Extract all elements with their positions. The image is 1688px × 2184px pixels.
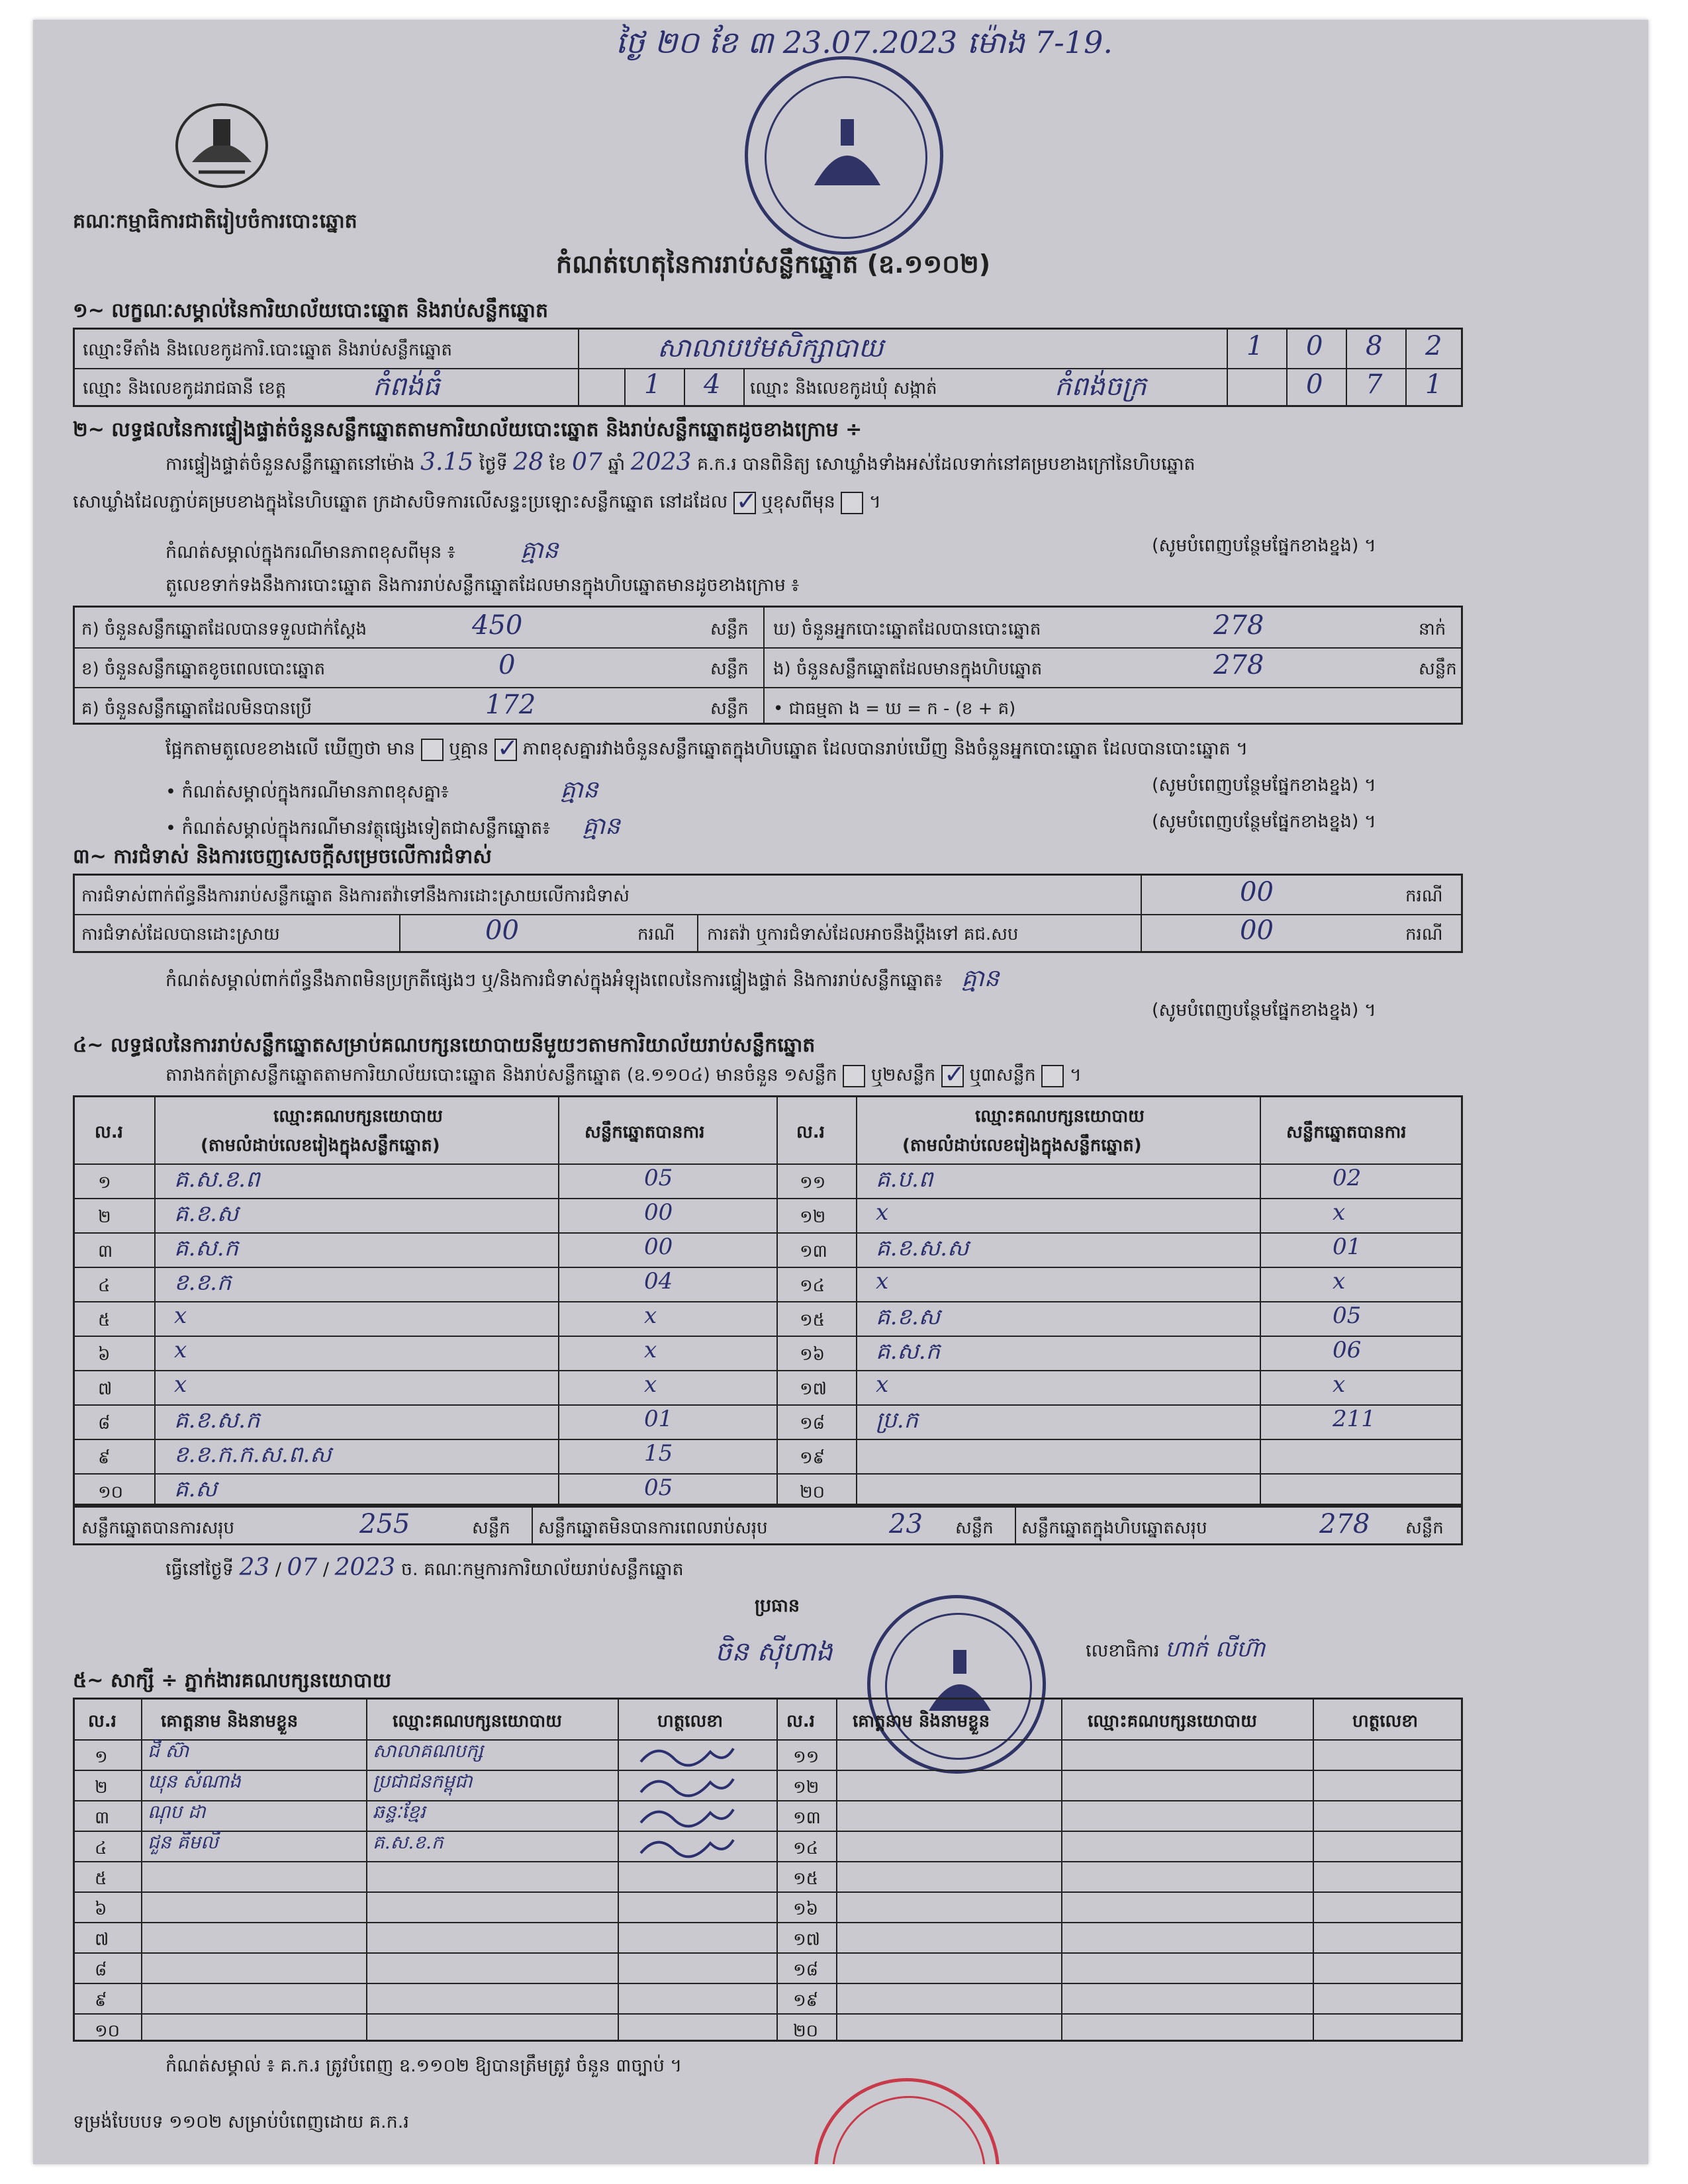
party-row-no: ៩	[98, 1448, 111, 1468]
witness-row-no: ១៥	[793, 1869, 819, 1889]
station-code-4: 2	[1425, 331, 1442, 361]
party-row-name: ខ.ខ.ក	[174, 1269, 232, 1296]
chair-signature: ចិន ស៊ីហាង	[715, 1637, 833, 1667]
w-left-col-name: គោត្តនាម និងនាមខ្លួន	[161, 1711, 299, 1731]
party-row-votes: 02	[1333, 1165, 1362, 1191]
three-sheets-checkbox[interactable]	[1041, 1065, 1064, 1087]
witness-row-no: ៤	[95, 1839, 107, 1858]
seal-status-text: សោឃ្លាំងដែលភ្ជាប់គម្របខាងក្នុងនៃហិបឆ្នោត ក្រដាសបិទការលើសន្ទះប្រឡោះសន្លឹកឆ្នោត នៅដដែល	[73, 492, 728, 512]
witness-row-divider	[75, 1891, 1461, 1893]
party-row-votes: 01	[644, 1406, 673, 1432]
changed-label: ឬខុសពីមុន	[761, 492, 835, 512]
party-row-no: ១៦	[800, 1345, 825, 1365]
section5-title: ៥~ សាក្សី ÷ ភ្នាក់ងារគណបក្សនយោបាយ	[73, 1669, 392, 1692]
party-row-no: ១១	[800, 1173, 826, 1193]
section3-note	[165, 963, 1000, 998]
note-label: កំណត់សម្គាល់ក្នុងករណីមានភាពខុសពីមុន ៖	[165, 542, 455, 563]
objection-table	[73, 874, 1463, 953]
official-seal-top	[745, 56, 943, 255]
bullet2-hint: (សូមបំពេញបន្ថែមផ្នែកខាងខ្នង) ។	[1152, 811, 1376, 832]
party-row-name: x	[174, 1302, 187, 1329]
no-difference-label: ឬគ្មាន	[449, 739, 489, 759]
party-row-no: ៣	[98, 1242, 113, 1261]
witness-party: ប្រជាជនកម្ពុជា	[373, 1770, 473, 1792]
total-valid-value: 255	[359, 1509, 410, 1539]
bullet1-value: គ្មាន	[560, 776, 598, 803]
party-row-votes: x	[1333, 1268, 1346, 1295]
w-left-col-no: ល.រ	[88, 1711, 117, 1731]
party-row-no: ១៥	[800, 1310, 825, 1330]
check-time: 3.15	[420, 449, 474, 476]
total-invalid-unit: សន្លឹក	[955, 1518, 994, 1538]
date-year: 2023	[334, 1554, 396, 1581]
party-row-name: គ.ស.ក	[876, 1338, 941, 1365]
witness-table	[73, 1698, 1463, 2042]
station-code-3: 8	[1366, 331, 1383, 361]
received-unit: សន្លឹក	[710, 619, 749, 639]
sheet-count-label: តារាងកត់ត្រាសន្លឹកឆ្នោតតាមការិយាល័យបោះឆ្នោត និងរាប់សន្លឹកឆ្នោត (ឧ.១១០៤) មានចំនួន ១សន្លឹក	[165, 1065, 837, 1085]
two-sheets-label: ឬ២សន្លឹក	[870, 1065, 936, 1085]
difference-tail: ភាពខុសគ្នារវាងចំនួនសន្លឹកឆ្នោតក្នុងហិបឆ្នោត ដែលបានរាប់ឃើញ និងចំនួនអ្នកបោះឆ្នោត ដែលបានបោះឆ្នោត ។	[522, 739, 1248, 759]
party-row-name: គ.ខ.ស	[174, 1201, 239, 1227]
check-year: 2023	[630, 449, 692, 476]
party-row-no: ៦	[98, 1345, 111, 1365]
witness-name: ណុប ដា	[148, 1801, 206, 1823]
check-year-label: ឆ្នាំ	[608, 454, 626, 475]
witness-row-no: ១៤	[793, 1839, 819, 1858]
party-row-no: ៧	[98, 1379, 113, 1399]
section3-note-value: គ្មាន	[961, 965, 1000, 992]
witness-signature	[637, 1742, 737, 1771]
total-box-value: 278	[1319, 1509, 1370, 1539]
secretary-line	[1086, 1635, 1265, 1668]
party-row-divider	[75, 1267, 1461, 1268]
received-label: ក) ចំនួនសន្លឹកឆ្នោតដែលបានទទួលជាក់ស្តែង	[81, 619, 367, 639]
witness-row-divider	[75, 1983, 1461, 1984]
party-row-divider	[75, 1404, 1461, 1406]
date-label: ធ្វើនៅថ្ងៃទី	[165, 1559, 234, 1580]
witness-row-no: ១៩	[793, 1991, 819, 2011]
bullet2	[165, 811, 620, 846]
objection-label: ការជំទាស់ពាក់ព័ន្ធនឹងការរាប់សន្លឹកឆ្នោត និងការតវ៉ាទៅនឹងការដោះស្រាយលើការជំទាស់	[81, 886, 630, 906]
party-row-divider	[75, 1336, 1461, 1337]
voters-unit: នាក់	[1419, 619, 1446, 639]
right-col-no: ល.រ	[796, 1122, 825, 1142]
appeal-label: ការតវ៉ា ឬការជំទាស់ដែលអាចនឹងប្តឹងទៅ គជ.សប	[707, 925, 1019, 944]
official-seal-bottom-red	[814, 2078, 1000, 2164]
province-name: កំពង់ធំ	[373, 371, 440, 402]
party-row-name: គ.ស.ខ.ព	[174, 1166, 260, 1193]
secretary-signature: ហាក់ លីហ៊ា	[1165, 1636, 1266, 1662]
totals-row	[73, 1506, 1463, 1545]
w-left-col-party: ឈ្មោះគណបក្សនយោបាយ	[393, 1711, 562, 1731]
no-difference-checkbox[interactable]	[494, 739, 517, 761]
handwritten-header-note: ថ្ងៃ ២០ ខែ ៣ 23.07.2023 ម៉ោង 7-19.	[616, 24, 1113, 60]
party-row-no: ១២	[800, 1207, 826, 1227]
difference-line	[165, 738, 1248, 764]
party-row-votes: 01	[1333, 1234, 1362, 1260]
party-row-votes: 00	[644, 1199, 673, 1226]
party-row-name: គ.ស	[174, 1476, 217, 1502]
changed-checkbox[interactable]	[841, 492, 863, 514]
total-box-unit: សន្លឹក	[1405, 1518, 1444, 1538]
scanned-form-sheet	[33, 20, 1648, 2164]
unused-unit: សន្លឹក	[710, 699, 749, 719]
party-row-no: ៥	[98, 1310, 111, 1330]
party-row-no: ២០	[800, 1482, 825, 1502]
witness-row-no: ៥	[95, 1869, 107, 1889]
section2-title: ២~ លទ្ធផលនៃការផ្ទៀងផ្ទាត់ចំនួនសន្លឹកឆ្នោតតាមការិយាល័យបោះឆ្នោត និងរាប់សន្លឹកឆ្នោតដូចខាងក្រោម ÷	[73, 418, 863, 441]
party-row-divider	[75, 1301, 1461, 1302]
witness-row-divider	[75, 1831, 1461, 1832]
section2-line1	[165, 449, 1196, 479]
party-row-no: ១៧	[800, 1379, 827, 1399]
bullet1	[165, 774, 598, 809]
province-code-2: 4	[704, 369, 721, 400]
witness-party: ឆន្ទៈខ្មែរ	[373, 1801, 426, 1823]
right-col-votes: សន្លឹកឆ្នោតបានការ	[1286, 1122, 1407, 1142]
unused-label: គ) ចំនួនសន្លឹកឆ្នោតដែលមិនបានប្រើ	[81, 699, 312, 719]
province-code-1: 1	[644, 369, 661, 400]
appeal-unit: ករណី	[1405, 925, 1443, 944]
section4-title: ៤~ លទ្ធផលនៃការរាប់សន្លឹកឆ្នោតសម្រាប់គណបក្សនយោបាយនីមួយៗតាមការិយាល័យរាប់សន្លឹកឆ្នោត	[73, 1034, 816, 1057]
total-valid-label: សន្លឹកឆ្នោតបានការសរុប	[81, 1518, 235, 1538]
witness-row-divider	[75, 1770, 1461, 1771]
party-row-votes: 05	[644, 1165, 673, 1191]
party-row-divider	[75, 1232, 1461, 1234]
voters-label: ឃ) ចំនួនអ្នកបោះឆ្នោតដែលបានបោះឆ្នោត	[773, 619, 1041, 639]
witness-row-no: ៩	[95, 1991, 107, 2011]
station-code-2: 0	[1306, 331, 1323, 361]
party-row-divider	[75, 1473, 1461, 1475]
bullet2-label: • កំណត់សម្គាល់ក្នុងករណីមានវត្ថុផ្សេងទៀតជាសន្លឹកឆ្នោត៖	[165, 818, 551, 839]
witness-row-no: ១០	[95, 2021, 120, 2041]
party-row-votes: x	[644, 1337, 657, 1363]
party-row-divider	[75, 1198, 1461, 1199]
party-row-votes: 06	[1333, 1337, 1362, 1363]
spoiled-label: ខ) ចំនួនសន្លឹកឆ្នោតខូចពេលបោះឆ្នោត	[81, 659, 326, 679]
party-row-votes: x	[644, 1302, 657, 1329]
party-results-table	[73, 1095, 1463, 1506]
commune-code-3: 1	[1425, 369, 1442, 400]
left-col-votes: សន្លឹកឆ្នោតបានការ	[585, 1122, 705, 1142]
date-line: ធ្វើនៅថ្ងៃទី 23 / 07 / 2023 ច. គណៈកម្មការការិយាល័យរាប់សន្លឹកឆ្នោត	[165, 1554, 684, 1581]
section2-intro: តួលេខទាក់ទងនឹងការបោះឆ្នោត និងការរាប់សន្លឹកឆ្នោតដែលមានក្នុងហិបឆ្នោតមានដូចខាងក្រោម ៖	[165, 575, 800, 596]
section3-title: ៣~ ការជំទាស់ និងការចេញសេចក្តីសម្រេចលើការជំទាស់	[73, 845, 492, 868]
witness-row-no: ១២	[793, 1778, 820, 1797]
two-sheets-checkbox[interactable]	[941, 1065, 964, 1087]
commune-code-1: 0	[1306, 369, 1323, 400]
section1-title: ១~ លក្ខណៈសម្គាល់នៃការិយាល័យបោះឆ្នោត និងរាប់សន្លឹកឆ្នោត	[73, 299, 549, 322]
appeal-value: 00	[1240, 915, 1274, 946]
date-month: 07	[287, 1554, 318, 1581]
has-difference-checkbox[interactable]	[421, 739, 444, 761]
objection-value: 00	[1240, 877, 1274, 907]
station-name: សាលាបឋមសិក្សាបាយ	[657, 333, 884, 363]
party-row-no: ១	[98, 1173, 111, 1193]
three-sheets-label: ឬ៣សន្លឹក	[969, 1065, 1036, 1085]
party-row-name: គ.ខ.ស.ក	[174, 1407, 260, 1433]
party-row-no: ២	[98, 1207, 111, 1227]
witness-name: ជី ស៊ា	[148, 1740, 189, 1762]
inbox-unit: សន្លឹក	[1419, 659, 1457, 679]
left-col-no: ល.រ	[95, 1122, 123, 1142]
formula: • ជាធម្មតា ង = ឃ = ក - (ខ + គ)	[773, 699, 1016, 719]
section3-note-label: កំណត់សម្គាល់ពាក់ព័ន្ធនឹងភាពមិនប្រក្រតីផ្សេងៗ ឬ/និងការជំទាស់ក្នុងអំឡុងពេលនៃការផ្ទៀងផ្ទាត់ និងការរាប់សន្លឹកឆ្នោត៖	[165, 970, 943, 991]
party-row-no: ១៩	[800, 1448, 825, 1468]
witness-party: សាលាគណបក្ស	[373, 1740, 483, 1762]
witness-row-divider	[75, 1922, 1461, 1923]
party-row-votes: 211	[1333, 1406, 1376, 1432]
witness-row-no: ១៧	[793, 1930, 821, 1950]
check-time-label: ការផ្ទៀងផ្ទាត់ចំនួនសន្លឹកឆ្នោតនៅម៉ោង	[165, 454, 415, 475]
party-row-name: x	[174, 1337, 187, 1363]
inbox-value: 278	[1213, 650, 1264, 680]
witness-signature	[637, 1803, 737, 1832]
left-col-party: ឈ្មោះគណបក្សនយោបាយ	[273, 1107, 443, 1126]
party-row-name: ខ.ខ.ក.ក.ស.ព.ស	[174, 1441, 332, 1468]
spoiled-unit: សន្លឹក	[710, 659, 749, 679]
station-code-1: 1	[1246, 331, 1264, 361]
party-row-no: ៤	[98, 1276, 111, 1296]
committee-name: គណៈកម្មាធិការជាតិរៀបចំការបោះឆ្នោត	[73, 210, 357, 233]
committee-emblem	[172, 99, 271, 192]
section2-line2: សោឃ្លាំងដែលភ្ជាប់គម្របខាងក្នុងនៃហិបឆ្នោត ក្រដាសបិទការលើសន្ទះប្រឡោះសន្លឹកឆ្នោត នៅដដែល ✓ ឬខុសពីមុន ។	[73, 491, 881, 517]
party-row-name: x	[876, 1371, 889, 1398]
check-month-label: ខែ	[549, 454, 567, 475]
witness-row-divider	[75, 2013, 1461, 2015]
check-month: 07	[572, 449, 602, 476]
total-invalid-label: សន្លឹកឆ្នោតមិនបានការពេលរាប់សរុប	[538, 1518, 768, 1538]
total-box-label: សន្លឹកឆ្នោតក្នុងហិបឆ្នោតសរុប	[1021, 1518, 1207, 1538]
party-row-name: x	[876, 1268, 889, 1295]
w-right-col-party: ឈ្មោះគណបក្សនយោបាយ	[1088, 1711, 1257, 1731]
ballot-count-table	[73, 606, 1463, 725]
party-row-name: x	[876, 1199, 889, 1226]
footnote: កំណត់សម្គាល់ ៖ គ.ក.រ ត្រូវបំពេញ ឧ.១១០២ ឱ្យបានត្រឹមត្រូវ ចំនួន ៣ច្បាប់ ។	[165, 2056, 682, 2076]
witness-row-divider	[75, 1800, 1461, 1801]
commune-name: កំពង់ចក្រ	[1055, 371, 1147, 402]
total-valid-unit: សន្លឹក	[472, 1518, 510, 1538]
party-row-no: ៨	[98, 1414, 111, 1433]
section1-table	[73, 328, 1463, 407]
witness-row-no: ១៦	[793, 1899, 819, 1919]
note-value: គ្មាន	[520, 537, 559, 564]
objection-unit: ករណី	[1405, 886, 1443, 906]
total-invalid-value: 23	[889, 1509, 923, 1539]
secretary-label: លេខាធិការ	[1086, 1641, 1160, 1661]
difference-label: ផ្អែកតាមតួលេខខាងលើ ឃើញថា មាន	[165, 739, 416, 759]
party-row-name: x	[174, 1371, 187, 1398]
party-row-name: ប្រ.ក	[876, 1407, 919, 1433]
witness-row-no: ១	[95, 1747, 108, 1767]
party-row-votes: x	[1333, 1199, 1346, 1226]
witness-signature	[637, 1772, 737, 1801]
party-row-name: គ.ស.ក	[174, 1235, 239, 1261]
witness-row-no: ២០	[793, 2021, 819, 2041]
witness-row-no: ១៣	[793, 1808, 821, 1828]
party-row-votes: x	[1333, 1371, 1346, 1398]
section3-note-hint: (សូមបំពេញបន្ថែមផ្នែកខាងខ្នង) ។	[1152, 1000, 1376, 1021]
right-col-party-sub: (តាមលំដាប់លេខរៀងក្នុងសន្លឹកឆ្នោត)	[902, 1136, 1142, 1156]
witness-row-no: ៧	[95, 1930, 109, 1950]
witness-row-no: ១៨	[793, 1960, 819, 1980]
bullet2-value: គ្មាន	[582, 813, 620, 840]
party-row-votes: x	[644, 1371, 657, 1398]
check-day: 28	[513, 449, 544, 476]
inbox-label: ង) ចំនួនសន្លឹកឆ្នោតដែលមានក្នុងហិបឆ្នោត	[773, 659, 1043, 679]
w-left-col-sign: ហត្ថលេខា	[657, 1711, 724, 1731]
section4-intro: តារាងកត់ត្រាសន្លឹកឆ្នោតតាមការិយាល័យបោះឆ្នោត និងរាប់សន្លឹកឆ្នោត (ឧ.១១០៤) មានចំនួន ១សន្លឹក ឬ២សន្លឹក ✓ ឬ៣សន្លឹក ។	[165, 1064, 1082, 1090]
one-sheet-checkbox[interactable]	[843, 1065, 865, 1087]
bullet1-hint: (សូមបំពេញបន្ថែមផ្នែកខាងខ្នង) ។	[1152, 775, 1376, 796]
left-col-party-sub: (តាមលំដាប់លេខរៀងក្នុងសន្លឹកឆ្នោត)	[201, 1136, 440, 1156]
resolved-value: 00	[485, 915, 519, 946]
party-row-name: គ.ប.ព	[876, 1166, 933, 1193]
witness-party: គ.ស.ខ.ក	[373, 1831, 444, 1853]
check-line1-tail: គ.ក.រ បានពិនិត្យ សោឃ្លាំងទាំងអស់ដែលទាក់នៅគម្របខាងក្រៅនៃហិបឆ្នោត	[696, 454, 1196, 475]
commune-code-2: 7	[1366, 369, 1383, 400]
province-label: ឈ្មោះ និងលេខកូដរាជធានី ខេត្ត	[83, 379, 287, 398]
right-col-party: ឈ្មោះគណបក្សនយោបាយ	[975, 1107, 1145, 1126]
party-row-divider	[75, 1370, 1461, 1371]
w-right-col-name: គោត្តនាម និងនាមខ្លួន	[853, 1711, 990, 1731]
chair-label: ប្រធាន	[755, 1596, 800, 1616]
party-row-votes: 15	[644, 1440, 673, 1467]
witness-row-no: ២	[95, 1778, 108, 1797]
party-row-votes: 04	[644, 1268, 673, 1295]
party-row-no: ១៣	[800, 1242, 827, 1261]
unused-value: 172	[485, 690, 536, 720]
resolved-label: ការជំទាស់ដែលបានដោះស្រាយ	[81, 925, 280, 944]
received-value: 450	[472, 610, 523, 641]
witness-name: ជួន គីមលី	[148, 1831, 218, 1853]
form-title: កំណត់ហេតុនៃការរាប់សន្លឹកឆ្នោត (ឧ.១១០២)	[556, 250, 991, 279]
party-row-no: ១៤	[800, 1276, 825, 1296]
section2-note	[165, 535, 558, 570]
section2-note-hint: (សូមបំពេញបន្ថែមផ្នែកខាងខ្នង) ។	[1152, 535, 1376, 556]
w-right-col-sign: ហត្ថលេខា	[1352, 1711, 1419, 1731]
w-right-col-no: ល.រ	[786, 1711, 815, 1731]
party-row-name: គ.ខ.ស.ស	[876, 1235, 969, 1261]
party-row-name: គ.ខ.ស	[876, 1304, 941, 1330]
witness-row-no: ៣	[95, 1808, 110, 1828]
commune-label: ឈ្មោះ និងលេខកូដឃុំ សង្កាត់	[750, 379, 937, 398]
voters-value: 278	[1213, 610, 1264, 641]
date-day: 23	[239, 1554, 270, 1581]
party-row-no: ១៨	[800, 1414, 825, 1433]
bottom-note: ទម្រង់បែបបទ ១១០២ សម្រាប់បំពេញដោយ គ.ក.រ	[73, 2112, 409, 2132]
witness-row-no: ៨	[95, 1960, 107, 1980]
party-row-votes: 05	[1333, 1302, 1362, 1329]
witness-row-divider	[75, 1861, 1461, 1862]
bullet1-label: • កំណត់សម្គាល់ក្នុងករណីមានភាពខុសគ្នា៖	[165, 782, 449, 802]
witness-row-no: ១១	[793, 1747, 820, 1767]
station-label: ឈ្មោះទីតាំង និងលេខកូដការិ.បោះឆ្នោត និងរាប់សន្លឹកឆ្នោត	[83, 340, 452, 360]
spoiled-value: 0	[498, 650, 516, 680]
witness-row-no: ៦	[95, 1899, 107, 1919]
check-day-label: ថ្ងៃទី	[479, 454, 508, 475]
party-row-no: ១០	[98, 1482, 124, 1502]
resolved-unit: ករណី	[637, 925, 675, 944]
party-row-votes: 05	[644, 1475, 673, 1501]
date-tail: ច. គណៈកម្មការការិយាល័យរាប់សន្លឹកឆ្នោត	[400, 1559, 684, 1580]
witness-row-divider	[75, 1952, 1461, 1954]
same-checkbox[interactable]	[733, 492, 756, 514]
witness-signature	[637, 1833, 737, 1862]
witness-name: ឃុន សំណាង	[148, 1770, 241, 1792]
party-row-votes: 00	[644, 1234, 673, 1260]
